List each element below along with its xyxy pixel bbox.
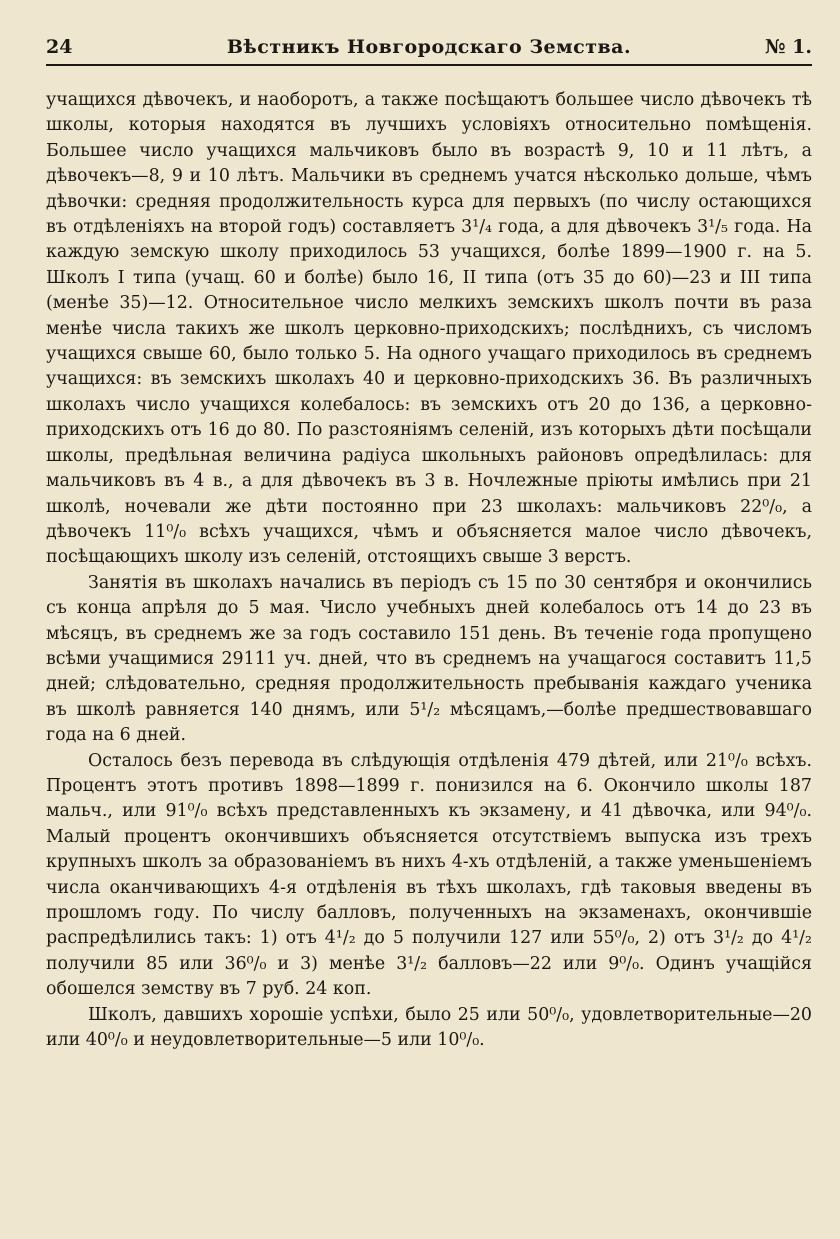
page-number: 24	[46, 36, 73, 58]
paragraph: Школъ, давшихъ хорошіе успѣхи, было 25 или 50⁰/₀, удовлетворительные—20 или 40⁰/₀ и неудовлетворительные—5 или 10⁰/₀.	[46, 1004, 812, 1051]
running-header	[46, 36, 812, 66]
journal-title: Вѣстникъ Новгородскаго Земства.	[226, 36, 632, 58]
issue-number: № 1.	[764, 36, 812, 58]
article-body	[46, 88, 812, 1053]
paragraph: Занятія въ школахъ начались въ періодъ съ 15 по 30 сентября и окончились съ конца апрѣля до 5 мая. Число учебныхъ дней колебалось отъ 14 до 23 въ мѣсяцъ, въ среднемъ же за годъ составило 151 день. Въ теченіе года пропущено всѣми учащимися 29111 уч. дней, что въ среднемъ на учащагося составитъ 11,5 дней; слѣдовательно, средняя продолжительность пребыванія каждаго ученика въ школѣ равняется 140 днямъ, или 5¹/₂ мѣсяцамъ,—болѣе предшествовавшаго года на 6 дней.	[46, 572, 812, 746]
paragraph: Осталось безъ перевода въ слѣдующія отдѣленія 479 дѣтей, или 21⁰/₀ всѣхъ. Процентъ этотъ противъ 1898—1899 г. понизился на 6. Окончило школы 187 мальч., или 91⁰/₀ всѣхъ представленныхъ къ экзамену, и 41 дѣвочка, или 94⁰/₀. Малый процентъ окончившихъ объясняется отсутствіемъ выпуска изъ трехъ крупныхъ школъ за образованіемъ въ нихъ 4-хъ отдѣленій, а также уменьшеніемъ числа оканчивающихъ 4-я отдѣленія въ тѣхъ школахъ, гдѣ таковыя введены въ прошломъ году. По числу балловъ, полученныхъ на экзаменахъ, окончившіе распредѣлились такъ: 1) отъ 4¹/₂ до 5 получили 127 или 55⁰/₀, 2) отъ 3¹/₂ до 4¹/₂ получили 85 или 36⁰/₀ и 3) менѣе 3¹/₂ балловъ—22 или 9⁰/₀. Одинъ учащійся обошелся земству въ 7 руб. 24 коп.	[46, 750, 812, 1000]
paragraph: учащихся дѣвочекъ, и наоборотъ, а также посѣщаютъ большее число дѣвочекъ тѣ школы, которыя находятся въ лучшихъ условіяхъ относительно помѣщенія. Большее число учащихся мальчиковъ было въ возрастѣ 9, 10 и 11 лѣтъ, а дѣвочекъ—8, 9 и 10 лѣтъ. Мальчики въ среднемъ учатся нѣсколько дольше, чѣмъ дѣвочки: средняя продолжительность курса для первыхъ (по числу остающихся въ отдѣленіяхъ на второй годъ) составляетъ 3¹/₄ года, а для дѣвочекъ 3¹/₅ года. На каждую земскую школу приходилось 53 учащихся, болѣе 1899—1900 г. на 5. Школъ I типа (учащ. 60 и болѣе) было 16, II типа (отъ 35 до 60)—23 и III типа (менѣе 35)—12. Относительное число мелкихъ земскихъ школъ почти въ раза менѣе числа такихъ же школъ церковно-приходскихъ; послѣднихъ, съ числомъ учащихся свыше 60, было только 5. На одного учащаго приходилось въ среднемъ учащихся: въ земскихъ школахъ 40 и церковно-приходскихъ 36. Въ различныхъ школахъ число учащихся колебалось: въ земскихъ отъ 20 до 136, а церковно-приходскихъ отъ 16 до 80. По разстояніямъ селеній, изъ которыхъ дѣти посѣщали школы, предѣльная величина радіуса школьныхъ районовъ опредѣлилась: для мальчиковъ въ 4 в., а для дѣвочекъ въ 3 в. Ночлежные пріюты имѣлись при 21 школѣ, ночевали же дѣти постоянно при 23 школахъ: мальчиковъ 22⁰/₀, а дѣвочекъ 11⁰/₀ всѣхъ учащихся, чѣмъ и объясняется малое число дѣвочекъ, посѣщающихъ школу изъ селеній, отстоящихъ свыше 3 верстъ.	[46, 90, 812, 568]
